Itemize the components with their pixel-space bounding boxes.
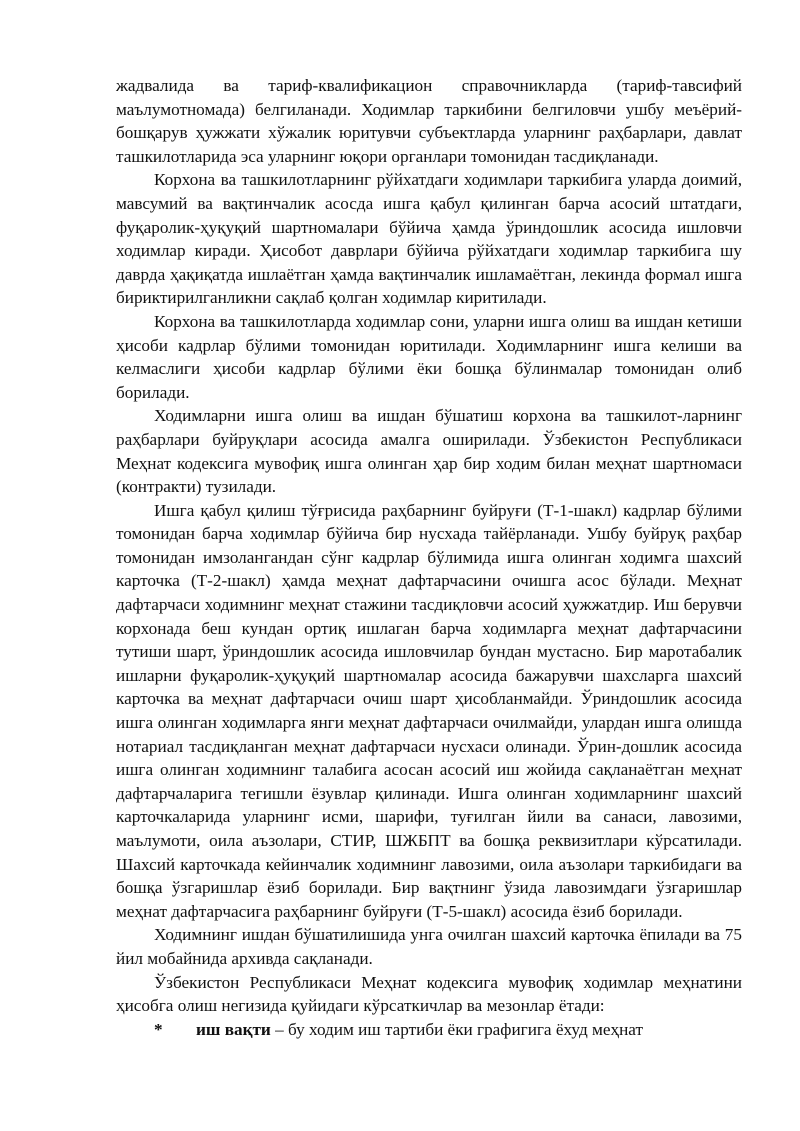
bullet-text: – бу ходим иш тартиби ёки графигига ёхуд меҳнат [270, 1019, 643, 1039]
paragraph-3: Корхона ва ташкилотларда ходимлар сони, уларни ишга олиш ва ишдан кетиши ҳисоби кадрлар бўлими томонидан юритилади. Ходимларнинг ишга келиши ва келмаслиги ҳисоби кадрлар бўлими ёки бошқа бўлинмалар томонидан олиб борилади. [116, 311, 742, 402]
bullet-item [116, 1018, 742, 1042]
bullet-body [196, 1018, 742, 1042]
paragraph-7: Ўзбекистон Республикаси Меҳнат кодексига мувофиқ ходимлар меҳнатини ҳисобга олиш негизида қуйидаги кўрсаткичлар ва мезонлар ётади: [116, 972, 742, 1016]
paragraph-5: Ишга қабул қилиш тўғрисида раҳбарнинг буйруғи (Т-1-шакл) кадрлар бўлими томонидан барча ходимлар бўйича бир нусхада тайёрланади. Ушбу буйруқ раҳбар томонидан имзолангандан сўнг кадрлар бўлимида ишга олинган ходимга шахсий карточка (Т-2-шакл) ҳамда меҳнат дафтарчасини очишга асос бўлади. Меҳнат дафтарчаси ходимнинг меҳнат стажини тасдиқловчи асосий ҳужжатдир. Иш берувчи корхонада беш кундан ортиқ ишлаган барча ходимларга меҳнат дафтарчасини тутиши шарт, ўриндошлик асосида ишловчилар бундан мустасно. Бир маротабалик ишларни фуқаролик-ҳуқуқий шартномалар асосида бажарувчи шахсларга шахсий карточка ва меҳнат дафтарчаси очиш шарт ҳисобланмайди. Ўриндошлик асосида ишга олинган ходимларга янги меҳнат дафтарчаси очилмайди, улардан ишга олишда нотариал тасдиқланган меҳнат дафтарчаси нусхаси олинади. Ўрин-дошлик асосида ишга олинган ходимнинг талабига асосан асосий иш жойида сақланаётган меҳнат дафтарчаларига тегишли ёзувлар қилинади. Ишга олинган ходимларнинг шахсий карточкаларида уларнинг исми, шарифи, туғилган йили ва санаси, лавозими, маълумоти, оила аъзолари, СТИР, ШЖБПТ ва бошқа реквизитлари кўрсатилади. Шахсий карточкада кейинчалик ходимнинг лавозими, оила аъзолари таркибидаги ва бошқа ўзгаришлар ёзиб борилади. Бир вақтнинг ўзида лавозимдаги ўзгаришлар меҳнат дафтарчасига раҳбарнинг буйруғи (Т-5-шакл) асосида ёзиб борилади. [116, 500, 742, 921]
paragraph-2: Корхона ва ташкилотларнинг рўйхатдаги ходимлари таркибига уларда доимий, мавсумий ва вақтинчалик асосда ишга қабул қилинган барча асосий штатдаги, фуқаролик-ҳуқуқий шартномалари бўйича ҳамда ўриндошлик асосида ишловчи ходимлар киради. Ҳисобот даврлари бўйича рўйхатдаги ходимлар таркибига шу даврда ҳақиқатда ишлаётган ҳамда вақтинчалик ишламаётган, лекинда формал ишга бириктирилганликни сақлаб қолган ходимлар киритилади. [116, 170, 742, 308]
document-page [116, 74, 742, 1041]
bullet-marker: * [154, 1019, 163, 1039]
paragraph-4: Ходимларни ишга олиш ва ишдан бўшатиш корхона ва ташкилот-ларнинг раҳбарлари буйруқлари асосида амалга оширилади. Ўзбекистон Республикаси Меҳнат кодексига мувофиқ ишга олинган ҳар бир ходим билан меҳнат шартномаси (контракти) тузилади. [116, 406, 742, 497]
paragraph-1: жадвалида ва тариф-квалификацион справочникларда (тариф-тавсифий маълумотномада) белгиланади. Ходимлар таркибини белгиловчи ушбу меъёрий-бошқарув ҳужжати хўжалик юритувчи субъектларда уларнинг раҳбарлари, давлат ташкилотларида эса уларнинг юқори органлари томонидан тасдиқланади. [116, 76, 742, 166]
bullet-term: иш вақти [196, 1019, 271, 1039]
paragraph-6: Ходимнинг ишдан бўшатилишида унга очилган шахсий карточка ёпилади ва 75 йил мобайнида архивда сақланади. [116, 925, 742, 968]
